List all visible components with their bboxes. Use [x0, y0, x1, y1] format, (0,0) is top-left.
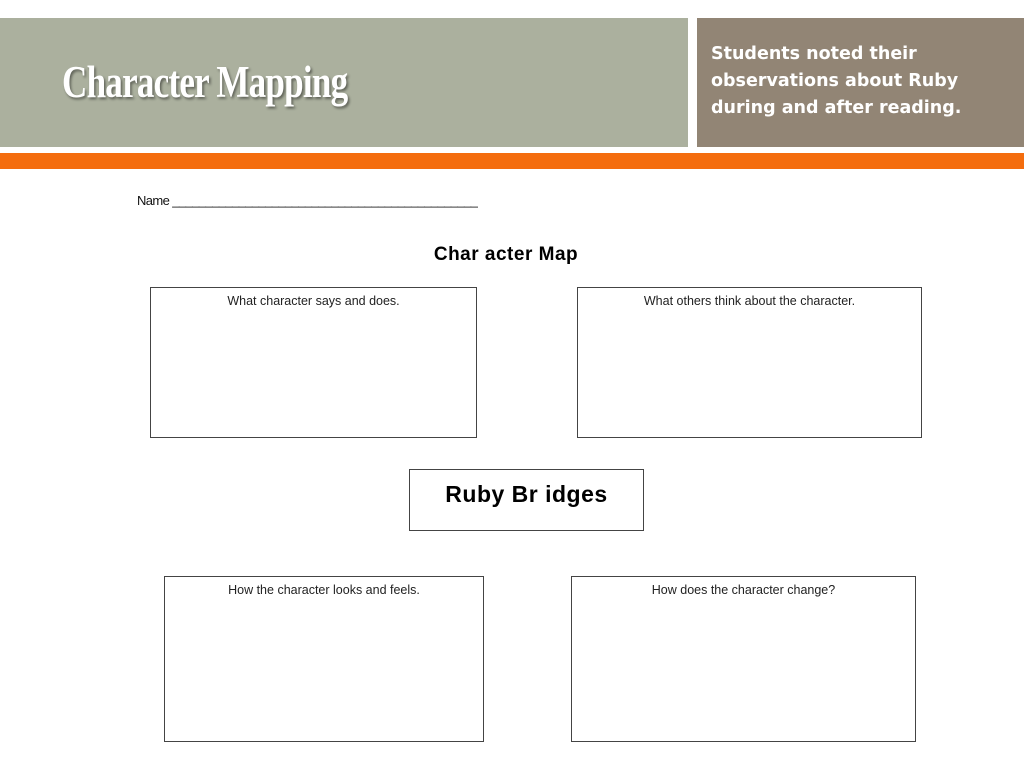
- map-heading: Char acter Map: [433, 244, 579, 265]
- box-label: What others think about the character.: [643, 294, 856, 308]
- slide-title: Character Mapping: [62, 57, 348, 107]
- says-and-does-box: [150, 287, 477, 438]
- box-label: What character says and does.: [227, 294, 400, 308]
- box-label: How does the character change?: [651, 583, 836, 597]
- box-label: How the character looks and feels.: [228, 583, 420, 597]
- character-name: Ruby Br idges: [445, 481, 608, 507]
- name-line: Name ______________________________________________: [137, 193, 478, 208]
- others-think-box: [577, 287, 922, 438]
- character-change-box: [571, 576, 916, 742]
- accent-bar: [0, 153, 1024, 169]
- slide-note: Students noted their observations about Ruby during and after reading.: [711, 44, 962, 118]
- character-name-box: [409, 469, 644, 531]
- looks-and-feels-box: [164, 576, 484, 742]
